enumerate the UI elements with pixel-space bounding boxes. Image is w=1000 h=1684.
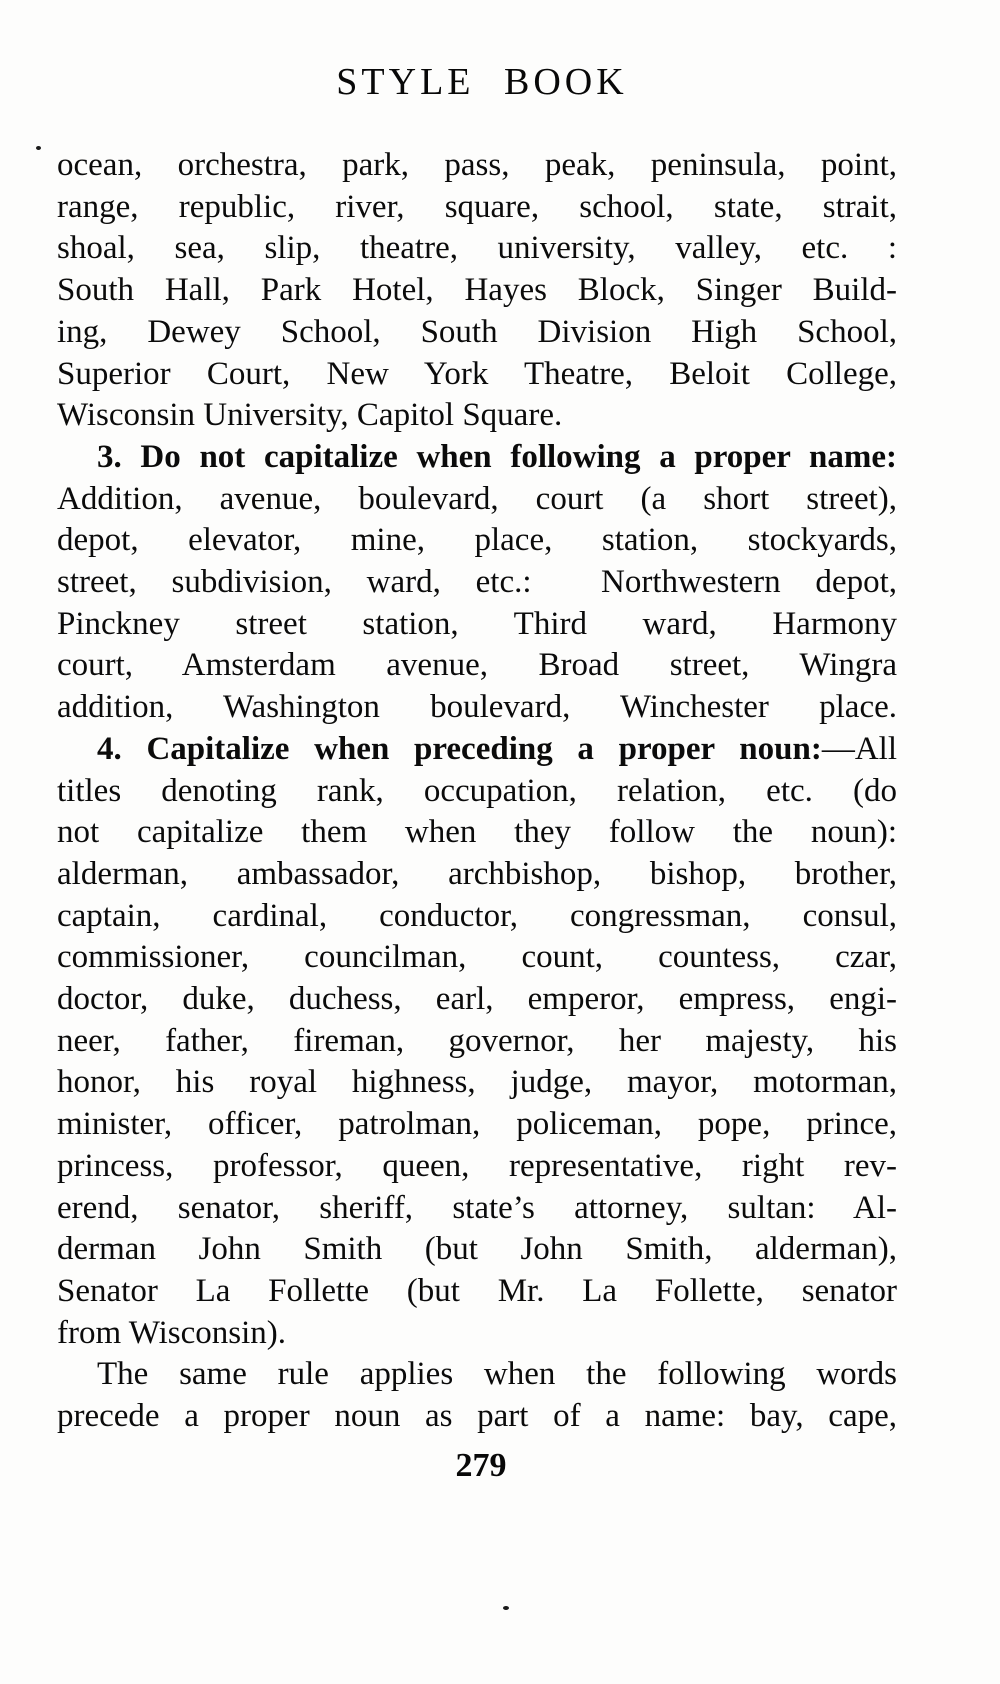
body-text: ing, Dewey School, South Division High School,: [57, 313, 897, 350]
body-text: honor, his royal highness, judge, mayor, motorman,: [57, 1064, 897, 1101]
body-text: addition, Washington boulevard, Winchester place.: [57, 689, 897, 726]
body-text: depot, elevator, mine, place, station, stockyards,: [57, 522, 897, 559]
text-line: [57, 228, 897, 270]
bold-text: 3. Do not capitalize when following a proper name:: [97, 438, 897, 475]
body-text: Superior Court, New York Theatre, Beloit College,: [57, 355, 897, 392]
page-number: 279: [455, 1447, 507, 1484]
body-text: titles denoting rank, occupation, relation, etc. (do: [57, 772, 897, 809]
body-text: range, republic, river, square, school, state, strait,: [57, 188, 897, 225]
text-line: [57, 687, 897, 729]
body-text: doctor, duke, duchess, earl, emperor, empress, engi-: [57, 981, 897, 1018]
text-block: [57, 145, 897, 1438]
body-text: alderman, ambassador, archbishop, bishop, brother,: [57, 855, 897, 892]
scan-speck: [36, 146, 41, 150]
text-line: [57, 771, 897, 813]
text-line: [57, 1188, 897, 1230]
text-line: [57, 937, 897, 979]
text-line: [57, 1062, 897, 1104]
text-line: [57, 645, 897, 687]
body-text: minister, officer, patrolman, policeman, pope, prince,: [57, 1106, 897, 1143]
text-line: [57, 1146, 897, 1188]
text-line: [57, 312, 897, 354]
text-line: [57, 395, 897, 437]
body-text: The same rule applies when the following words: [97, 1356, 897, 1393]
text-line: [57, 270, 897, 312]
text-line: [57, 437, 897, 479]
body-text: Senator La Follette (but Mr. La Follette, senator: [57, 1272, 897, 1309]
text-line: [57, 1313, 897, 1355]
text-line: [57, 1396, 897, 1438]
text-line: [57, 1021, 897, 1063]
text-line: [57, 520, 897, 562]
body-text: captain, cardinal, conductor, congressman, consul,: [57, 897, 897, 934]
text-line: [57, 979, 897, 1021]
text-line: [57, 812, 897, 854]
text-line: [57, 1271, 897, 1313]
text-line: [57, 1354, 897, 1396]
text-line: [57, 187, 897, 229]
body-text: shoal, sea, slip, theatre, university, valley, etc. :: [57, 230, 897, 267]
body-text: princess, professor, queen, representative, right rev-: [57, 1147, 897, 1184]
body-text: ocean, orchestra, park, pass, peak, peninsula, point,: [57, 147, 897, 183]
text-line: [57, 1229, 897, 1271]
body-text: South Hall, Park Hotel, Hayes Block, Singer Build-: [57, 272, 897, 309]
body-text: not capitalize them when they follow the noun):: [57, 814, 897, 851]
body-text: court, Amsterdam avenue, Broad street, Wingra: [57, 647, 897, 684]
body-text: derman John Smith (but John Smith, alderman),: [57, 1231, 897, 1268]
body-text: precede a proper noun as part of a name: bay, cape,: [57, 1398, 897, 1435]
text-line: [57, 604, 897, 646]
body-text: erend, senator, sheriff, state’s attorney, sultan: Al-: [57, 1189, 897, 1226]
bold-text: 4. Capitalize when preceding a proper noun:: [97, 730, 822, 767]
body-text: —All: [821, 730, 897, 767]
text-line: [57, 479, 897, 521]
text-line: [57, 854, 897, 896]
body-text: street, subdivision, ward, etc.: Northwestern depot,: [57, 564, 897, 601]
text-line: [57, 145, 897, 187]
body-text: Pinckney street station, Third ward, Harmony: [57, 605, 897, 642]
text-line: [57, 1104, 897, 1146]
text-line: [57, 729, 897, 771]
text-line: [57, 354, 897, 396]
page-title: STYLE BOOK: [336, 61, 628, 103]
text-line: [57, 896, 897, 938]
body-text: from Wisconsin).: [57, 1314, 287, 1351]
text-line: [57, 562, 897, 604]
body-text: commissioner, councilman, count, countess, czar,: [57, 939, 897, 976]
body-text: Wisconsin University, Capitol Square.: [57, 397, 563, 434]
body-text: Addition, avenue, boulevard, court (a short street),: [57, 480, 897, 517]
body-text: neer, father, fireman, governor, her majesty, his: [57, 1022, 897, 1059]
scan-speck: [503, 1606, 509, 1610]
